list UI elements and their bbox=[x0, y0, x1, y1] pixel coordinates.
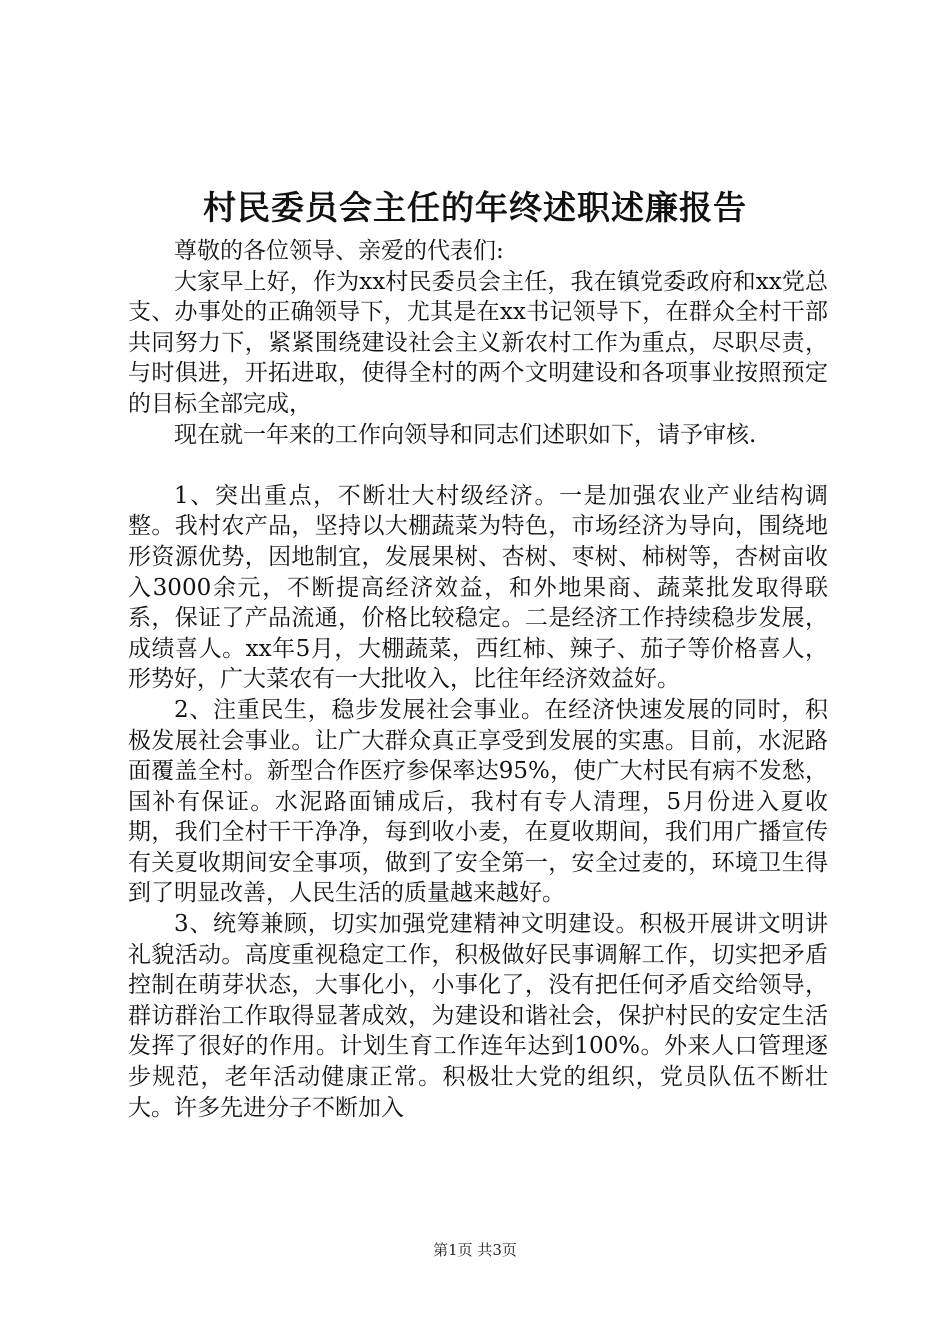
section-1-paragraph: 1、突出重点，不断壮大村级经济。一是加强农业产业结构调整。我村农产品，坚持以大棚蔬菜为特色，市场经济为导向，围绕地形资源优势，因地制宜，发展果树、杏树、枣树、柿树等，杏树亩收入3000余元，不断提高经济效益，和外地果商、蔬菜批发取得联系，保证了产品流通，价格比较稳定。二是经济工作持续稳步发展，成绩喜人。xx年5月，大棚蔬菜，西红柿、辣子、茄子等价格喜人，形势好，广大菜农有一大批收入，比往年经济效益好。 bbox=[128, 482, 828, 693]
document-title: 村民委员会主任的年终述职述廉报告 bbox=[203, 188, 747, 227]
document-body bbox=[128, 236, 828, 1123]
greeting-paragraph: 尊敬的各位领导、亲爱的代表们: bbox=[174, 238, 504, 264]
blank-line bbox=[128, 450, 828, 481]
section-3-paragraph: 3、统筹兼顾，切实加强党建精神文明建设。积极开展讲文明讲礼貌活动。高度重视稳定工作，积极做好民事调解工作，切实把矛盾控制在萌芽状态，大事化小，小事化了，没有把任何矛盾交给领导，群访群治工作取得显著成效，为建设和谐社会，保护村民的安定生活发挥了很好的作用。计划生育工作连年达到100%。外来人口管理逐步规范，老年活动健康正常。积极壮大党的组织，党员队伍不断壮大。许多先进分子不断加入 bbox=[128, 911, 828, 1121]
intro-paragraph: 大家早上好，作为xx村民委员会主任，我在镇党委政府和xx党总支、办事处的正确领导下，尤其是在xx书记领导下，在群众全村干部共同努力下，紧紧围绕建设社会主义新农村工作为重点，尽职尽责，与时俱进，开拓进取，使得全村的两个文明建设和各项事业按照预定的目标全部完成， bbox=[128, 268, 828, 417]
section-2-paragraph: 2、注重民生，稳步发展社会事业。在经济快速发展的同时，积极发展社会事业。让广大群众真正享受到发展的实惠。目前，水泥路面覆盖全村。新型合作医疗参保率达95%，使广大村民有病不发愁，国补有保证。水泥路面铺成后，我村有专人清理，5月份进入夏收期，我们全村干干净净，每到收小麦，在夏收期间，我们用广播宣传有关夏收期间安全事项，做到了安全第一，安全过麦的，环境卫生得到了明显改善，人民生活的质量越来越好。 bbox=[128, 696, 828, 907]
review-request-paragraph: 现在就一年来的工作向领导和同志们述职如下，请予审核. bbox=[174, 421, 757, 448]
page-footer: 第1页 共3页 bbox=[433, 1241, 517, 1259]
